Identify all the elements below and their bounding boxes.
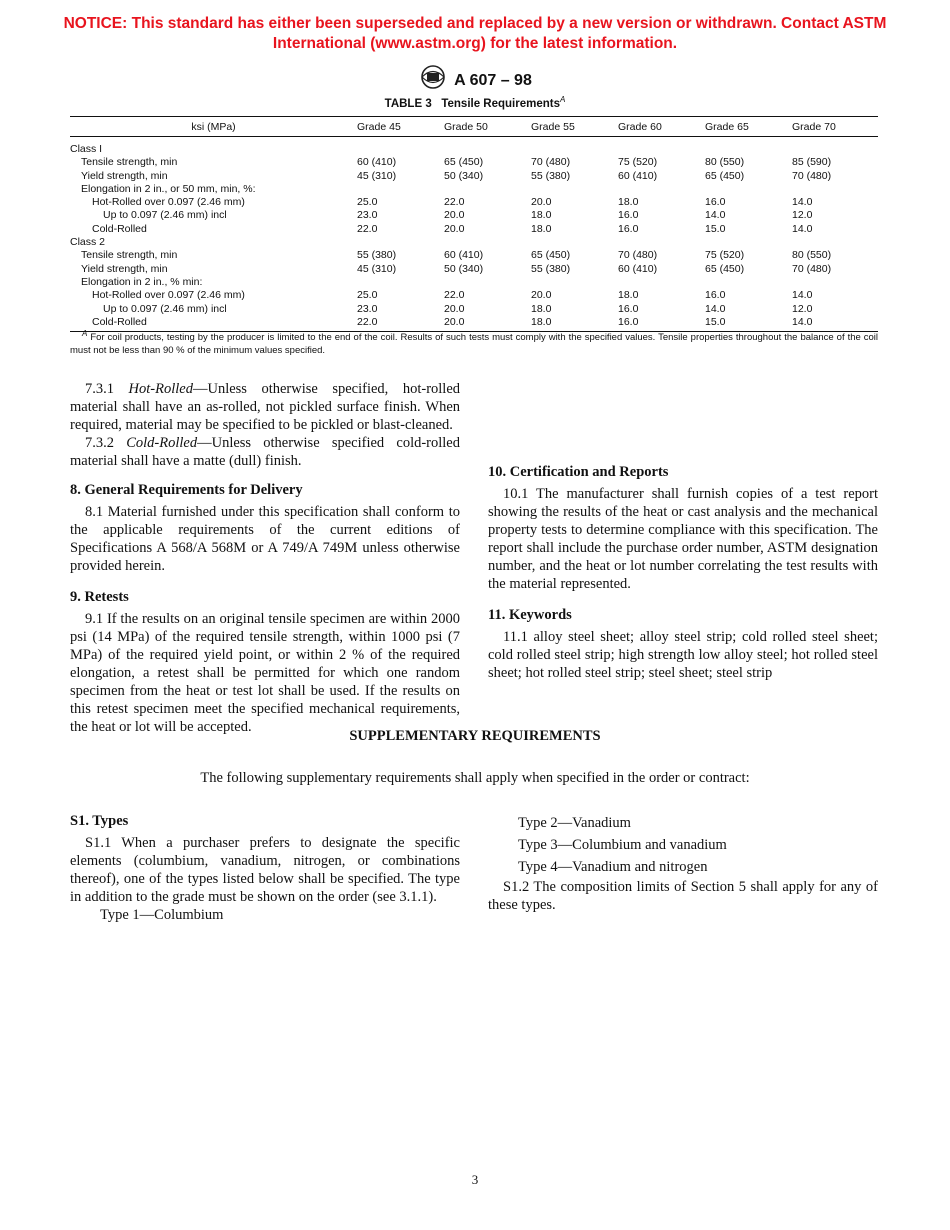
footnote-text: For coil products, testing by the producer is limited to the end of the coil. Results of such tests must comply with the specified values. Tensile properties throughout the balance of the coil must not be less than 90 % of the minimum values specified. xyxy=(70,332,879,356)
table-cell xyxy=(531,137,618,157)
table-cell: 18.0 xyxy=(618,196,639,209)
table-cell: 70 (480) xyxy=(792,169,832,182)
table-row xyxy=(70,316,878,332)
table-cell: 18.0 xyxy=(531,302,552,315)
table-cell: 45 (310) xyxy=(357,169,397,182)
table-title-footnote-marker: A xyxy=(559,95,566,105)
table-cell: 65 (450) xyxy=(531,249,571,262)
table-cell: 12.0 xyxy=(792,302,813,315)
supplementary-right-column xyxy=(488,812,878,914)
table-cell: 16.0 xyxy=(705,196,726,209)
table-cell: 50 (340) xyxy=(444,262,484,275)
table-cell: 50 (340) xyxy=(444,169,484,182)
table-cell: 65 (450) xyxy=(705,262,745,275)
table-cell xyxy=(531,276,618,289)
table-cell: 16.0 xyxy=(618,222,639,235)
table-cell: 14.0 xyxy=(705,209,726,222)
table-row xyxy=(70,156,878,169)
left-column xyxy=(70,380,460,736)
table-cell xyxy=(792,137,878,157)
right-column xyxy=(488,380,878,682)
row-label: Up to 0.097 (2.46 mm) incl xyxy=(103,302,227,315)
term-hot-rolled: Hot-Rolled xyxy=(128,381,193,397)
table-body xyxy=(70,137,878,332)
table-row xyxy=(70,170,878,183)
table-cell: 14.0 xyxy=(705,302,726,315)
table-cell: 22.0 xyxy=(444,196,465,209)
table-row xyxy=(70,196,878,209)
table-label: TABLE 3 xyxy=(384,98,432,110)
table-cell xyxy=(357,183,444,196)
table-cell: 70 (480) xyxy=(531,156,571,169)
table-row xyxy=(70,276,878,289)
grade-header: Grade 60 xyxy=(618,117,705,137)
table-row xyxy=(70,183,878,196)
grade-header: Grade 70 xyxy=(792,117,878,137)
row-label: Class I xyxy=(70,143,103,155)
table-cell: 18.0 xyxy=(531,209,552,222)
type-item: Type 1—Columbium xyxy=(100,907,224,923)
table-cell: 14.0 xyxy=(792,196,813,209)
table-cell: 70 (480) xyxy=(618,249,658,262)
table-cell: 23.0 xyxy=(357,302,378,315)
table-cell xyxy=(792,183,878,196)
table-cell xyxy=(357,276,444,289)
document-designation xyxy=(0,64,950,90)
heading-section-10: 10. Certification and Reports xyxy=(488,464,669,480)
table-row xyxy=(70,289,878,302)
table-cell xyxy=(705,183,792,196)
row-label: Elongation in 2 in., % min: xyxy=(81,275,203,288)
table-footnote xyxy=(70,328,879,357)
row-label: Cold-Rolled xyxy=(70,316,357,332)
table-cell: 16.0 xyxy=(705,289,726,302)
table-row xyxy=(70,303,878,316)
withdrawal-notice: NOTICE: This standard has either been superseded and replaced by a new version or withdrawn. Contact ASTM International (www.astm.org) for the latest information. xyxy=(63,15,887,52)
supplementary-heading: SUPPLEMENTARY REQUIREMENTS xyxy=(349,728,601,744)
heading-section-9: 9. Retests xyxy=(70,589,129,605)
table-cell: 20.0 xyxy=(444,209,465,222)
table-cell: 22.0 xyxy=(357,222,378,235)
table-cell: 20.0 xyxy=(531,196,552,209)
table-cell xyxy=(618,137,705,157)
table-cell: 15.0 xyxy=(705,316,792,332)
astm-logo-icon xyxy=(418,64,448,90)
table-cell: 18.0 xyxy=(531,222,552,235)
table-cell xyxy=(792,236,878,249)
type-item: Type 3—Columbium and vanadium xyxy=(518,837,727,853)
table-cell: 75 (520) xyxy=(705,249,745,262)
table-cell: 55 (380) xyxy=(357,249,397,262)
row-label: Hot-Rolled over 0.097 (2.46 mm) xyxy=(92,196,245,209)
table-cell: 22.0 xyxy=(444,289,465,302)
grade-header: Grade 45 xyxy=(357,117,444,137)
table-cell: 80 (550) xyxy=(792,249,832,262)
table-cell: 16.0 xyxy=(618,302,639,315)
table-cell: 15.0 xyxy=(705,222,726,235)
table-cell: 80 (550) xyxy=(705,156,745,169)
row-label: Hot-Rolled over 0.097 (2.46 mm) xyxy=(92,289,245,302)
table-cell: 70 (480) xyxy=(792,262,832,275)
row-label: Tensile strength, min xyxy=(81,249,178,262)
table-cell xyxy=(618,276,705,289)
paragraph-7-3-2: 7.3.2 Cold-Rolled—Unless otherwise specified cold-rolled material shall have a matte (dull) finish. xyxy=(70,435,460,469)
table-cell: 45 (310) xyxy=(357,262,397,275)
table-cell: 18.0 xyxy=(618,289,639,302)
table-row xyxy=(70,263,878,276)
table-cell xyxy=(444,183,531,196)
table-cell: 55 (380) xyxy=(531,262,571,275)
paragraph-11-1: 11.1 alloy steel sheet; alloy steel strip; cold rolled steel sheet; cold rolled steel strip; high strength low alloy steel; hot rolled steel sheet; hot rolled steel strip; steel sheet; steel strip xyxy=(488,629,878,681)
grade-header: Grade 65 xyxy=(705,117,792,137)
row-label: Tensile strength, min xyxy=(81,156,178,169)
table-cell xyxy=(444,137,531,157)
table-row xyxy=(70,209,878,222)
paragraph-9-1: 9.1 If the results on an original tensile specimen are within 2000 psi (14 MPa) of the required tensile strength, within 1000 psi (7 MPa) of the required yield point, or within 2 % of the required elongation, a retest shall be permitted for which one random specimen from the heat or test lot shall be used. If the results on this retest specimen meet the specified mechanical requirements, the heat or lot will be accepted. xyxy=(70,611,460,735)
table-cell: 14.0 xyxy=(792,289,813,302)
table-cell: 60 (410) xyxy=(357,156,397,169)
row-label: Up to 0.097 (2.46 mm) incl xyxy=(103,209,227,222)
table-cell xyxy=(618,183,705,196)
heading-section-8: 8. General Requirements for Delivery xyxy=(70,482,303,498)
term-cold-rolled: Cold-Rolled xyxy=(126,435,198,451)
table-cell xyxy=(531,236,618,249)
table-cell: 18.0 xyxy=(531,316,618,332)
table-cell: 14.0 xyxy=(792,316,878,332)
type-item: Type 2—Vanadium xyxy=(518,815,631,831)
table-row xyxy=(70,223,878,236)
table-cell xyxy=(792,276,878,289)
table-cell: 75 (520) xyxy=(618,156,658,169)
footnote-marker: A xyxy=(82,328,88,338)
table-cell: 20.0 xyxy=(444,222,465,235)
table-cell: 55 (380) xyxy=(531,169,571,182)
table-caption xyxy=(0,95,950,110)
table-cell: 60 (410) xyxy=(618,169,658,182)
grade-header: Grade 55 xyxy=(531,117,618,137)
table-cell: 16.0 xyxy=(618,209,639,222)
table-cell: 60 (410) xyxy=(618,262,658,275)
table-cell xyxy=(444,276,531,289)
paragraph-10-1: 10.1 The manufacturer shall furnish copies of a test report showing the results of the heat or cast analysis and the mechanical property tests to determine compliance with this specification. The report shall include the purchase order number, ASTM designation number, and the heat or lot number correlating the test results with the material represented. xyxy=(488,486,878,592)
paragraph-8-1: 8.1 Material furnished under this specification shall conform to the applicable requirements of the current editions of Specifications A 568/A 568M or A 749/A 749M unless otherwise provided herein. xyxy=(70,504,460,574)
table-cell: 65 (450) xyxy=(705,169,745,182)
row-label: Yield strength, min xyxy=(81,262,168,275)
table-cell: 25.0 xyxy=(357,196,378,209)
row-label: Cold-Rolled xyxy=(92,222,147,235)
table-cell xyxy=(705,137,792,157)
table-cell: 20.0 xyxy=(531,289,552,302)
table-cell: 60 (410) xyxy=(444,249,484,262)
table-cell: 20.0 xyxy=(444,302,465,315)
paragraph-7-3-1: 7.3.1 Hot-Rolled—Unless otherwise specified, hot-rolled material shall have an as-rolled, not pickled surface finish. When required, material may be specified to be pickled or blast-cleaned. xyxy=(70,381,461,433)
supplementary-intro: The following supplementary requirements shall apply when specified in the order or contract: xyxy=(200,770,750,786)
page-number: 3 xyxy=(471,1172,479,1187)
tensile-requirements-table xyxy=(70,116,878,332)
supplementary-left-column xyxy=(70,812,460,924)
table-cell: 65 (450) xyxy=(444,156,484,169)
table-cell xyxy=(618,236,705,249)
table-cell: 16.0 xyxy=(618,316,705,332)
designation-text: A 607 – 98 xyxy=(454,72,532,89)
table-cell: 85 (590) xyxy=(792,156,832,169)
table-header-row xyxy=(70,117,878,137)
table-cell: 25.0 xyxy=(357,289,378,302)
table-cell xyxy=(531,183,618,196)
table-cell xyxy=(357,137,444,157)
row-label: Yield strength, min xyxy=(81,169,168,182)
grade-header: Grade 50 xyxy=(444,117,531,137)
table-cell: 12.0 xyxy=(792,209,813,222)
table-cell: 20.0 xyxy=(444,316,531,332)
table-cell xyxy=(705,276,792,289)
table-cell xyxy=(705,236,792,249)
row-label: Class 2 xyxy=(70,236,106,249)
table-row xyxy=(70,137,878,157)
type-item: Type 4—Vanadium and nitrogen xyxy=(518,859,708,875)
table-cell xyxy=(444,236,531,249)
table-cell: 22.0 xyxy=(357,316,444,332)
row-label: Elongation in 2 in., or 50 mm, min, %: xyxy=(81,182,256,195)
table-title: Tensile Requirements xyxy=(441,98,560,110)
table-cell xyxy=(357,236,444,249)
stub-header: ksi (MPa) xyxy=(70,117,357,137)
table-row xyxy=(70,249,878,262)
table-cell: 14.0 xyxy=(792,222,813,235)
paragraph-s1-1: S1.1 When a purchaser prefers to designate the specific elements (columbium, vanadium, nitrogen, or combinations thereof), one of the types listed below shall be specified. The type in addition to the grade must be shown on the order (see 3.1.1). xyxy=(70,835,460,905)
heading-s1-types: S1. Types xyxy=(70,813,129,829)
paragraph-s1-2: S1.2 The composition limits of Section 5 shall apply for any of these types. xyxy=(488,879,878,913)
table-cell: 23.0 xyxy=(357,209,378,222)
heading-section-11: 11. Keywords xyxy=(488,607,572,623)
table-row xyxy=(70,236,878,249)
